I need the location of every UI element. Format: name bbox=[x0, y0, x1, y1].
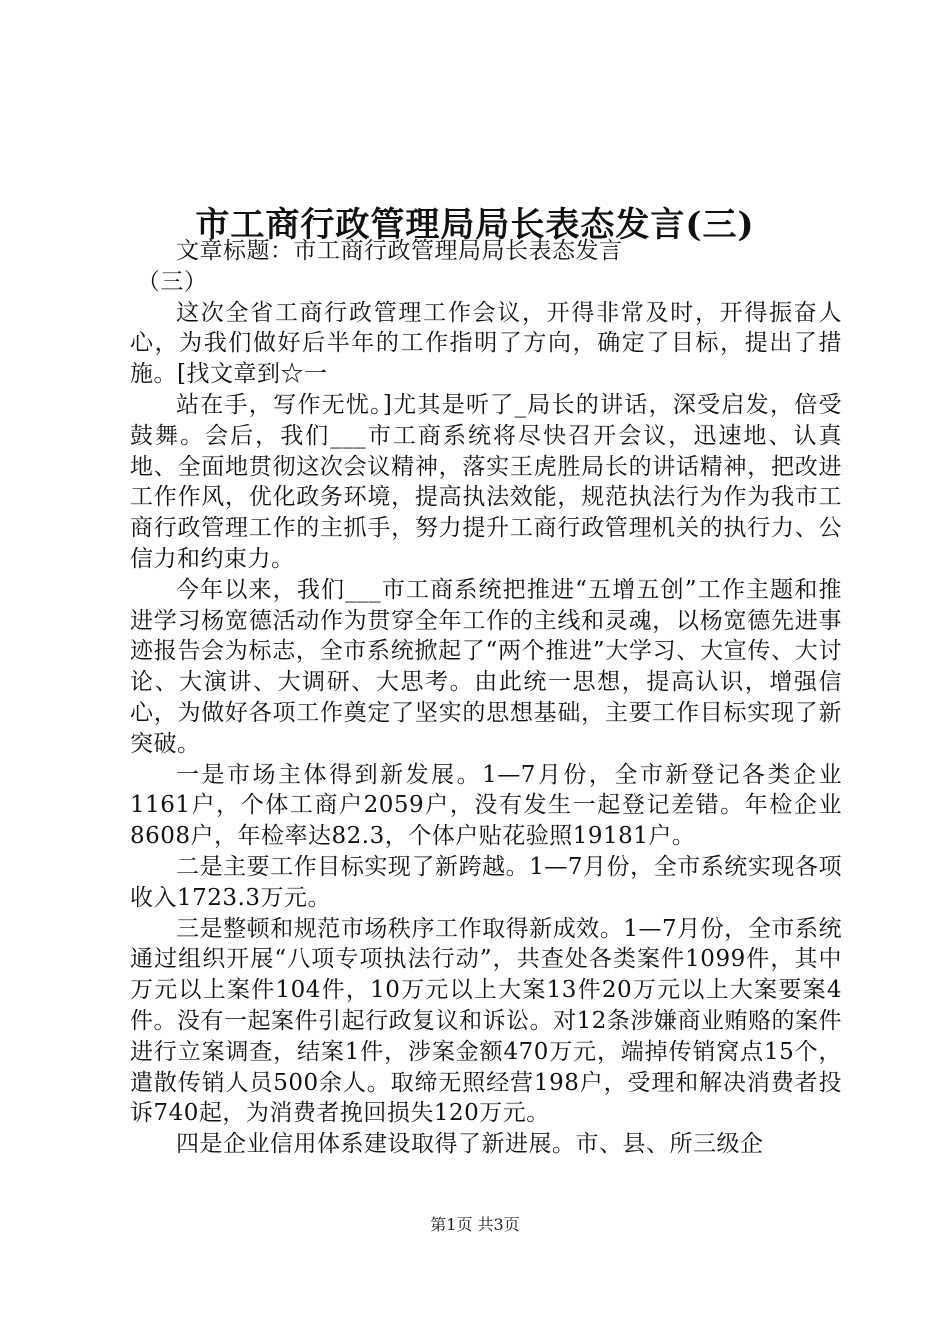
paragraph: 站在手，写作无忧。]尤其是听了_局长的讲话，深受启发，倍受鼓舞。会后，我们___市工商系统将尽快召开会议，迅速地、认真地、全面地贯彻这次会议精神，落实王虎胜局长的讲话精神，把改进工作作风，优化政务环境，提高执法效能，规范执法行为作为我市工商行政管理工作的主抓手，努力提升工商行政管理机关的执行力、公信力和约束力。 bbox=[130, 391, 842, 572]
paragraph: 今年以来，我们___市工商系统把推进“五增五创”工作主题和推进学习杨宽德活动作为贯穿全年工作的主线和灵魂，以杨宽德先进事迹报告会为标志，全市系统掀起了“两个推进”大学习、大宣传、大讨论、大演讲、大调研、大思考。由此统一思想，提高认识，增强信心，为做好各项工作奠定了坚实的思想基础，主要工作目标实现了新突破。 bbox=[130, 576, 842, 757]
article-title-suffix: （三） bbox=[136, 268, 208, 295]
paragraph: 二是主要工作目标实现了新跨越。1—7月份，全市系统实现各项收入1723.3万元。 bbox=[130, 853, 842, 911]
page-footer: 第1页 共3页 bbox=[430, 1215, 520, 1234]
document-title: 市工商行政管理局局长表态发言(三) bbox=[195, 204, 755, 245]
paragraph: 三是整顿和规范市场秩序工作取得新成效。1—7月份，全市系统通过组织开展“八项专项执法行动”，共查处各类案件1099件，其中万元以上案件104件，10万元以上大案13件20万元以上大案要案4件。没有一起案件引起行政复议和诉讼。对12条涉嫌商业贿赂的案件进行立案调查，结案1件，涉案金额470万元，端掉传销窝点15个，遣散传销人员500余人。取缔无照经营198户，受理和解决消费者投诉740起，为消费者挽回损失120万元。 bbox=[130, 915, 842, 1127]
paragraph: 这次全省工商行政管理工作会议，开得非常及时，开得振奋人心，为我们做好后半年的工作指明了方向，确定了目标，提出了措施。[找文章到☆一 bbox=[130, 299, 842, 388]
paragraph: 四是企业信用体系建设取得了新进展。市、县、所三级企 bbox=[176, 1131, 764, 1158]
article-title-line: 文章标题：市工商行政管理局局长表态发言 bbox=[176, 238, 623, 264]
document-body bbox=[130, 236, 842, 1160]
paragraph: 一是市场主体得到新发展。1—7月份，全市新登记各类企业1161户，个体工商户2059户，没有发生一起登记差错。年检企业8608户，年检率达82.3，个体户贴花验照19181户。 bbox=[130, 761, 842, 850]
